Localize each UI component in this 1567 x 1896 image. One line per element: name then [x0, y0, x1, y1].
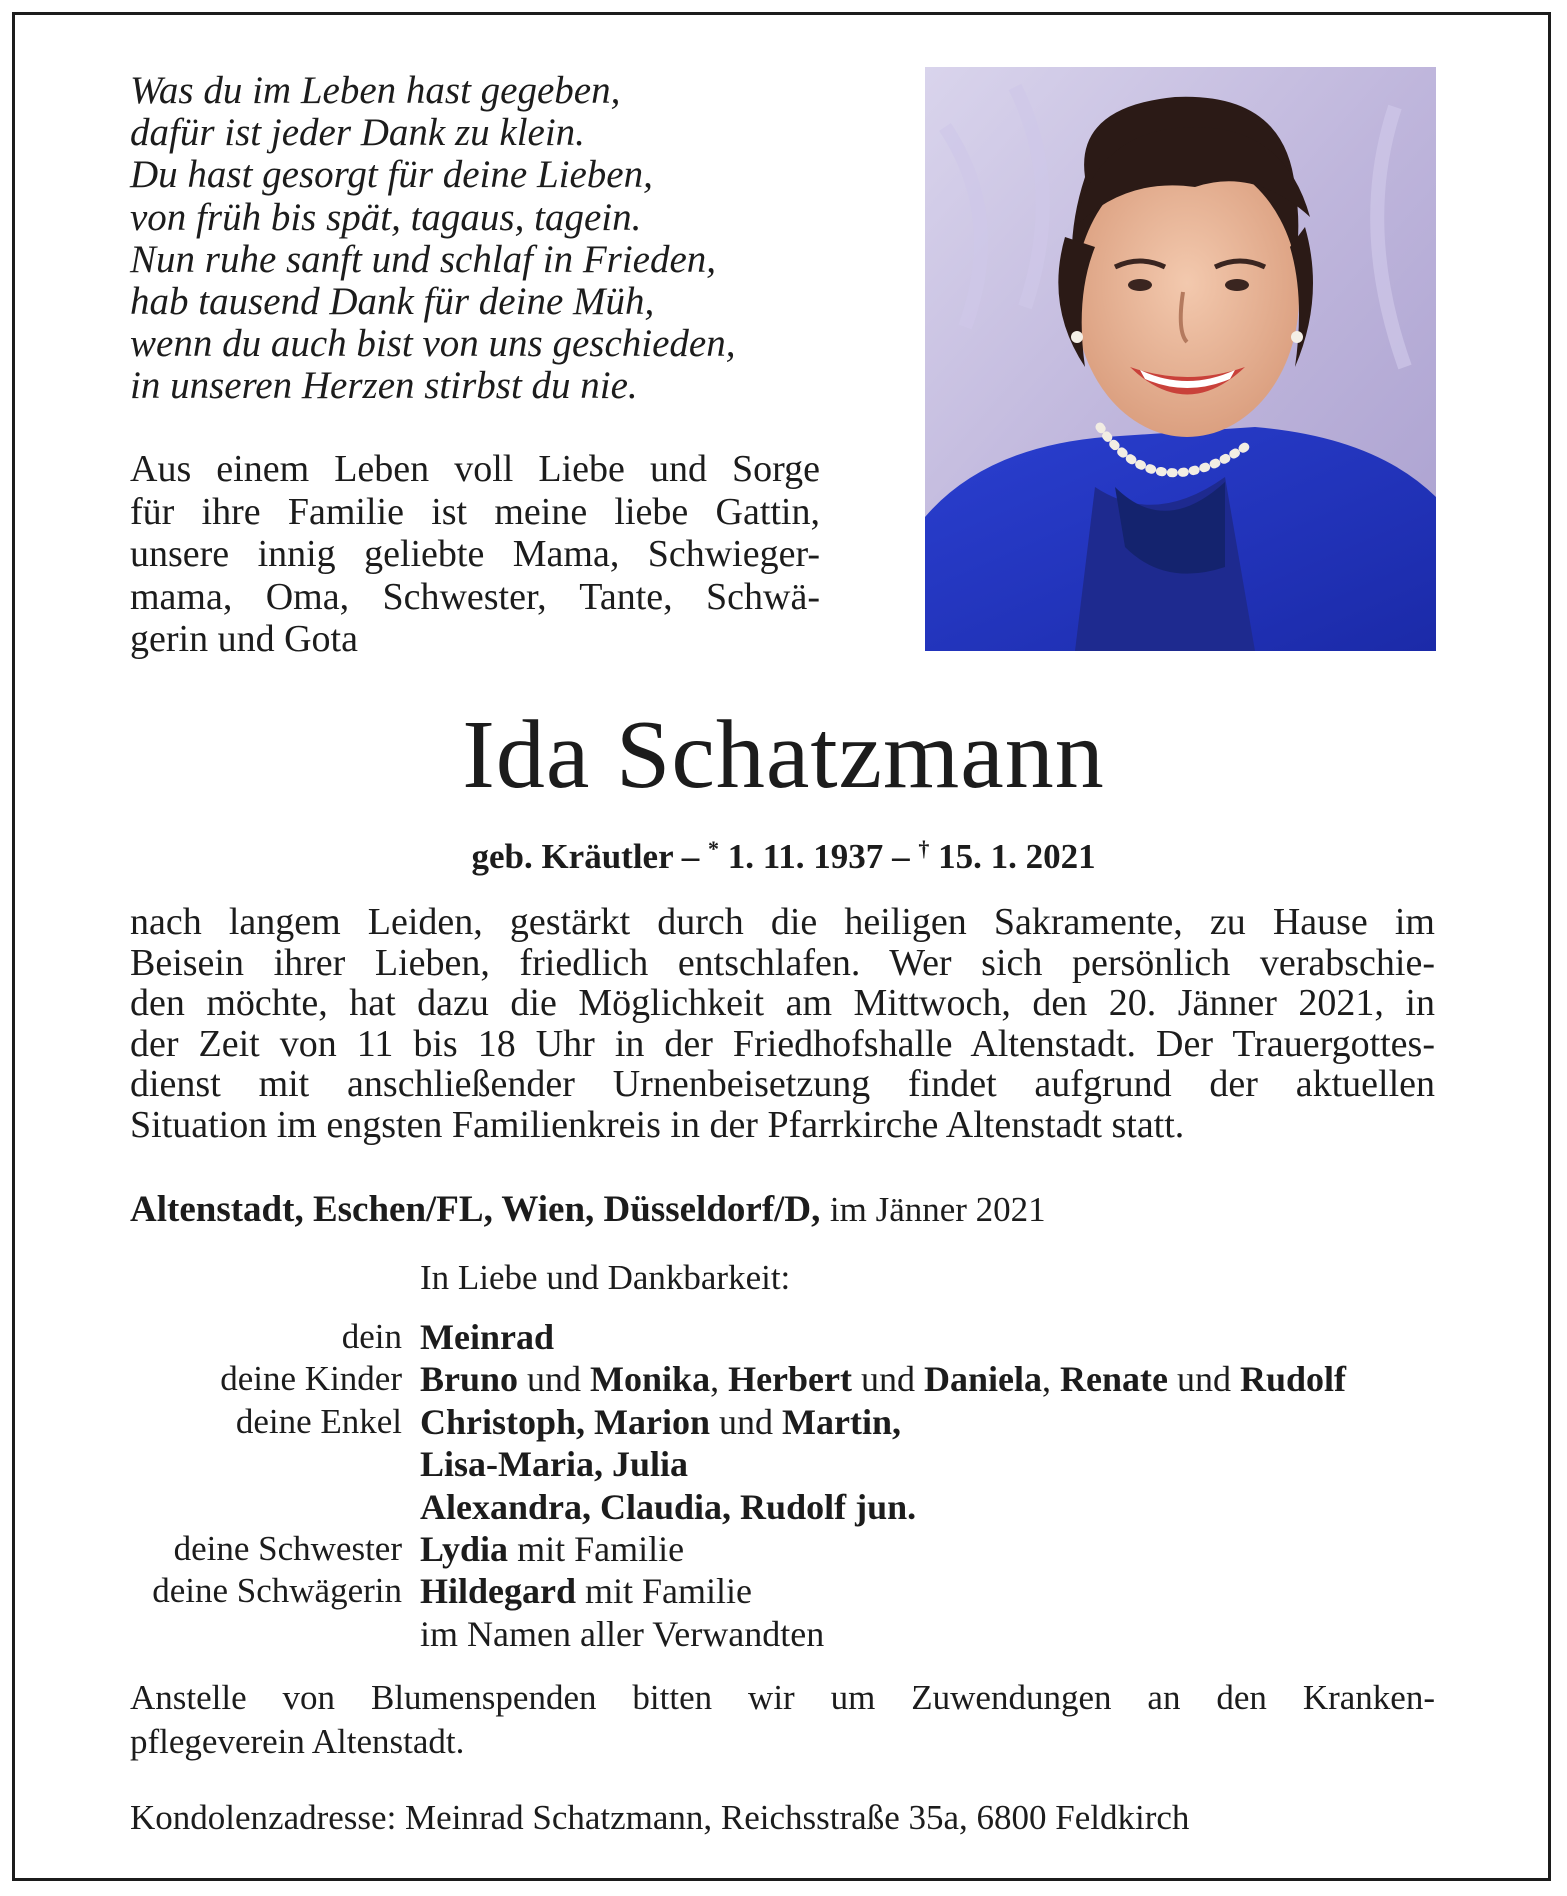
mourner-name: Hildegard [420, 1571, 577, 1612]
birth-symbol: * [707, 836, 719, 861]
announcement-line: der Zeit von 11 bis 18 Uhr in der Friedhofshalle Altenstadt. Der Trauergottes- [130, 1022, 1435, 1065]
mourner-name: Herbert [728, 1359, 853, 1400]
deceased-name: Ida Schatzmann [462, 701, 1105, 809]
mourner-row [0, 1613, 1567, 1655]
announcement-line: den möchte, hat dazu die Möglichkeit am Mittwoch, den 20. Jänner 2021, in [130, 982, 1435, 1024]
intro-line: Aus einem Leben voll Liebe und Sorge [130, 448, 820, 490]
poem-line: von früh bis spät, tagaus, tagein. [130, 195, 642, 239]
poem-line: Was du im Leben hast gegeben, [130, 69, 621, 112]
mourner-relation: deine Schwester [173, 1528, 402, 1568]
poem-line: wenn du auch bist von uns geschieden, [130, 322, 736, 366]
intro-paragraph [130, 448, 820, 661]
mourner-name: Christoph, Marion [420, 1401, 711, 1442]
mourner-names [420, 1528, 684, 1570]
poem-line: Nun ruhe sanft und schlaf in Frieden, [130, 237, 717, 281]
poem-line: dafür ist jeder Dank zu klein. [130, 111, 585, 155]
life-dates [0, 825, 1567, 881]
mourner-names [420, 1613, 824, 1655]
separator: – [892, 837, 910, 876]
mourner-name: Meinrad [420, 1317, 554, 1357]
mourner-connector: im Namen aller Verwandten [420, 1613, 825, 1654]
mourner-row [0, 1570, 1567, 1612]
portrait-illustration [925, 67, 1436, 651]
donation-line: pflegeverein Altenstadt. [130, 1722, 465, 1761]
announcement-line: nach langem Leiden, gestärkt durch die heiligen Sakramente, zu Hause im [130, 901, 1435, 943]
mourner-row [0, 1443, 1567, 1485]
notice-date: im Jänner 2021 [829, 1190, 1046, 1229]
mourner-connector: mit Familie [576, 1571, 753, 1612]
mourner-name: Renate [1060, 1359, 1168, 1400]
mourner-connector: , [1042, 1359, 1061, 1400]
announcement-line: dienst mit anschließender Urnenbeisetzung findet aufgrund der aktuellen [130, 1063, 1435, 1105]
mourner-relation: dein [341, 1317, 402, 1356]
mourner-connector: und [710, 1401, 783, 1442]
mourner-name: Alexandra, Claudia, Rudolf jun. [420, 1486, 917, 1527]
mourner-names [420, 1570, 752, 1612]
mourner-name: Lydia [420, 1528, 509, 1569]
mourner-connector: und [518, 1359, 591, 1400]
donation-line: Anstelle von Blumenspenden bitten wir um Zuwendungen an den Kranken- [130, 1678, 1435, 1717]
mourner-name: Martin, [782, 1401, 901, 1442]
announcement-line: Situation im engsten Familienkreis in der Pfarrkirche Altenstadt statt. [130, 1103, 1185, 1146]
mourner-names [420, 1486, 916, 1528]
mourner-row [0, 1401, 1567, 1443]
maiden-name: geb. Kräutler [471, 837, 673, 876]
memorial-poem [130, 70, 890, 408]
places: Altenstadt, Eschen/FL, Wien, Düsseldorf/D, [130, 1189, 821, 1230]
donation-note [130, 1676, 1435, 1764]
mourner-connector: , [710, 1359, 729, 1400]
mourner-connector: und [1168, 1359, 1240, 1400]
intro-line: gerin und Gota [130, 618, 358, 660]
mourner-names [420, 1316, 554, 1358]
mourner-names [420, 1443, 688, 1485]
mourner-connector: mit Familie [508, 1528, 685, 1569]
mourner-name: Bruno [420, 1359, 519, 1400]
mourner-name: Rudolf [1240, 1359, 1347, 1400]
mourner-name: Monika [590, 1359, 711, 1400]
poem-line: in unseren Herzen stirbst du nie. [130, 364, 638, 408]
intro-line: für ihre Familie ist meine liebe Gattin, [130, 490, 820, 533]
condolence-address: Kondolenzadresse: Meinrad Schatzmann, Reichsstraße 35a, 6800 Feldkirch [130, 1798, 1190, 1837]
mourner-names [420, 1401, 901, 1443]
mourners-list [0, 1316, 1567, 1655]
portrait-photo [925, 67, 1436, 651]
mourner-relation: deine Kinder [220, 1359, 402, 1399]
mourner-row [0, 1486, 1567, 1528]
thanks-heading: In Liebe und Dankbarkeit: [420, 1258, 791, 1297]
mourner-row [0, 1358, 1567, 1400]
separator: – [681, 837, 700, 876]
places-and-date [130, 1185, 1430, 1234]
mourner-connector: und [852, 1359, 925, 1400]
mourner-name: Lisa-Maria, Julia [420, 1444, 688, 1485]
intro-line: unsere innig geliebte Mama, Schwieger- [130, 533, 820, 575]
poem-line: Du hast gesorgt für deine Lieben, [130, 153, 653, 197]
mourner-relation: deine Schwägerin [152, 1571, 402, 1611]
mourner-row [0, 1316, 1567, 1358]
intro-line: mama, Oma, Schwester, Tante, Schwä- [130, 575, 820, 618]
announcement-paragraph [130, 902, 1435, 1145]
birth-date: 1. 11. 1937 [727, 837, 884, 876]
mourner-names [420, 1358, 1346, 1400]
death-date: 15. 1. 2021 [938, 837, 1096, 876]
announcement-line: Beisein ihrer Lieben, friedlich entschlafen. Wer sich persönlich verabschie- [130, 941, 1435, 984]
mourner-name: Daniela [924, 1359, 1043, 1400]
poem-line: hab tausend Dank für deine Müh, [130, 280, 655, 324]
mourner-relation: deine Enkel [235, 1401, 402, 1441]
mourner-row [0, 1528, 1567, 1570]
death-symbol: † [918, 836, 930, 861]
